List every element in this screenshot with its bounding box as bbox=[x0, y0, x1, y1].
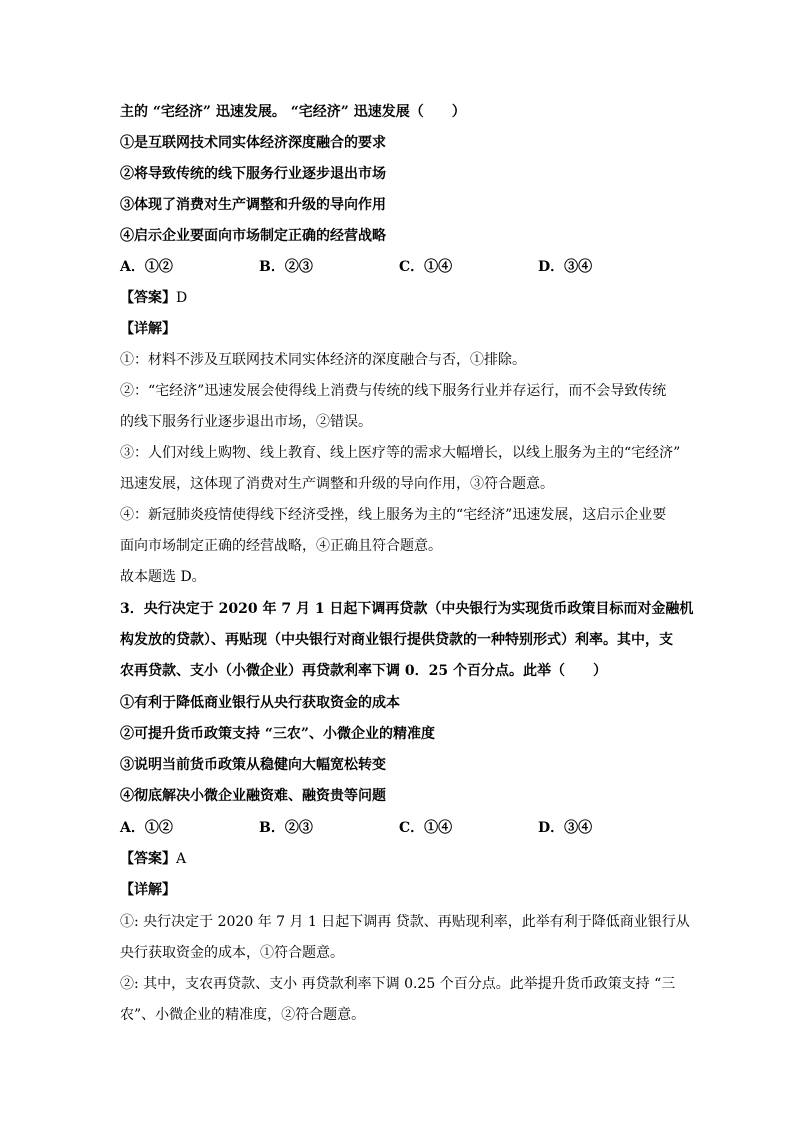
question-3-stem-line: 农再贷款、支小（小微企业）再贷款利率下调 0．25 个百分点。此举（ ） bbox=[120, 663, 607, 679]
question-2-detail-line: 面向市场制定正确的经营战略，④正确且符合题意。 bbox=[120, 538, 442, 554]
question-3-option-c: C．①④ bbox=[399, 820, 453, 836]
question-3-stem-line: 构发放的贷款）、再贴现（中央银行对商业银行提供贷款的一种特别形式）利率。其中，支 bbox=[120, 632, 673, 648]
question-3-detail-label: 【详解】 bbox=[120, 882, 176, 898]
question-2-statement-4: ④启示企业要面向市场制定正确的经营战略 bbox=[120, 228, 386, 244]
question-2-stem-tail: 主的 “宅经济” 迅速发展。 “宅经济” 迅速发展（ ） bbox=[120, 104, 466, 120]
question-3-option-d: D．③④ bbox=[538, 820, 593, 836]
question-3-detail-line: 央行获取资金的成本，①符合题意。 bbox=[120, 945, 344, 961]
question-2-option-b: B．②③ bbox=[259, 259, 313, 275]
question-2-detail-line: ①：材料不涉及互联网技术同实体经济的深度融合与否，①排除。 bbox=[120, 352, 526, 368]
question-3-option-a: A．①② bbox=[120, 820, 173, 836]
question-2-option-a: A．①② bbox=[120, 259, 173, 275]
question-3-detail-line: 农”、小微企业的精准度，②符合题意。 bbox=[120, 1007, 366, 1023]
answer-label: 【答案】 bbox=[120, 851, 176, 867]
question-3-stem-line: 3．央行决定于 2020 年 7 月 1 日起下调再贷款（中央银行为实现货币政策目标而对金融机 bbox=[120, 601, 694, 617]
question-2-detail-label: 【详解】 bbox=[120, 321, 176, 337]
question-3-statement-2: ②可提升货币政策支持 “三农”、小微企业的精准度 bbox=[120, 726, 435, 742]
question-3-detail-line: ②: 其中，支农再贷款、支小 再贷款利率下调 0.25 个百分点。此举提升货币政策支持 “三 bbox=[120, 976, 676, 992]
question-2-detail-line: ③：人们对线上购物、线上教育、线上医疗等的需求大幅增长，以线上服务为主的“宅经济” bbox=[120, 445, 681, 461]
question-2-detail-line: ②：“宅经济”迅速发展会使得线上消费与传统的线下服务行业并存运行，而不会导致传统 bbox=[120, 383, 667, 399]
question-2-statement-1: ①是互联网技术同实体经济深度融合的要求 bbox=[120, 135, 386, 151]
question-2-option-d: D．③④ bbox=[538, 259, 593, 275]
question-3-answer bbox=[120, 849, 186, 869]
question-3-statement-1: ①有利于降低商业银行从央行获取资金的成本 bbox=[120, 695, 400, 711]
answer-value: D bbox=[176, 290, 188, 306]
question-2-conclusion: 故本题选 D。 bbox=[120, 569, 206, 585]
question-2-option-c: C．①④ bbox=[399, 259, 453, 275]
question-3-option-b: B．②③ bbox=[259, 820, 313, 836]
question-3-statement-4: ④彻底解决小微企业融资难、融资贵等问题 bbox=[120, 788, 386, 804]
question-2-detail-line: 迅速发展，这体现了消费对生产调整和升级的导向作用，③符合题意。 bbox=[120, 476, 554, 492]
question-2-answer bbox=[120, 288, 187, 308]
question-2-detail-line: ④：新冠肺炎疫情使得线下经济受挫，线上服务为主的“宅经济”迅速发展，这启示企业要 bbox=[120, 507, 667, 523]
question-2-statement-2: ②将导致传统的线下服务行业逐步退出市场 bbox=[120, 166, 386, 182]
answer-value: A bbox=[176, 851, 187, 867]
question-2-detail-line: 的线下服务行业逐步退出市场，②错误。 bbox=[120, 414, 372, 430]
question-2-statement-3: ③体现了消费对生产调整和升级的导向作用 bbox=[120, 197, 386, 213]
answer-label: 【答案】 bbox=[120, 290, 176, 306]
question-3-detail-line: ①: 央行决定于 2020 年 7 月 1 日起下调再 贷款、再贴现利率，此举有利于降低商业银行从 bbox=[120, 914, 690, 930]
question-3-statement-3: ③说明当前货币政策从稳健向大幅宽松转变 bbox=[120, 757, 386, 773]
